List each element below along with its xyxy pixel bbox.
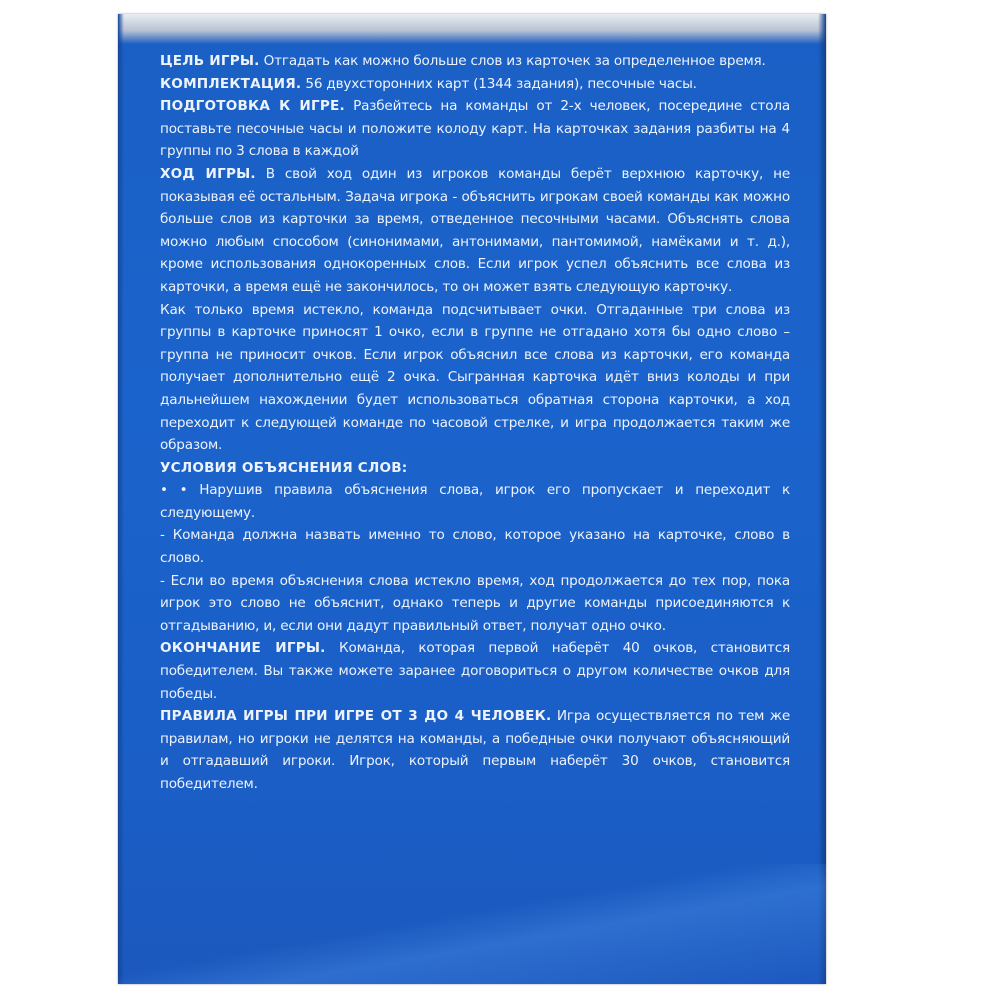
rules-text bbox=[160, 50, 790, 796]
box-right-edge bbox=[818, 14, 826, 984]
gameplay-text: В свой ход один из игроков команды берёт верхнюю карточку, не показывая её остальным. Задача игрока - объяснить игрокам своей команды как можно больше слов из карточки за время, отведенное песочными часами. Объяснять слова можно любым способом (синонимами, антонимами, пантомимой, намёками и т. д.), кроме использования однокоренных слов. Если игрок успел объяснить все слова из карточки, а время ещё не закончилось, то он может взять следующую карточку. bbox=[160, 165, 790, 295]
goal-heading: ЦЕЛЬ ИГРЫ. bbox=[160, 53, 260, 69]
goal-text: Отгадать как можно больше слов из карточек за определенное время. bbox=[259, 53, 766, 69]
gameplay-heading: ХОД ИГРЫ. bbox=[160, 165, 256, 182]
small-group-section bbox=[160, 705, 790, 795]
small-group-text: Игра осуществляется по тем же правилам, но игроки не делятся на команды, а победные очки получают объясняющий и отгадавший игроки. Игрок, который первым наберёт 30 очков, становится победителем. bbox=[160, 708, 791, 792]
ending-heading: ОКОНЧАНИЕ ИГРЫ. bbox=[160, 640, 326, 657]
preparation-text: Разбейтесь на команды от 2-х человек, посередине стола поставьте песочные часы и положите колоду карт. На карточках задания разбиты на 4 группы по 3 слова в каждой bbox=[160, 98, 790, 160]
contents-heading: КОМПЛЕКТАЦИЯ. bbox=[160, 75, 302, 92]
preparation-section bbox=[160, 95, 790, 163]
conditions-section bbox=[160, 457, 790, 480]
goal-section bbox=[160, 50, 790, 73]
condition-item-1: • • Нарушив правила объяснения слова, игрок его пропускает и переходит к следующему. bbox=[160, 482, 790, 521]
condition-item-3: - Если во время объяснения слова истекло время, ход продолжается до тех пор, пока игрок это слово не объяснит, однако теперь и другие команды присоединяются к отгадыванию, и, если они дадут правильный ответ, получат одно очко. bbox=[160, 572, 790, 634]
contents-section bbox=[160, 73, 790, 96]
ending-text: Команда, которая первой наберёт 40 очков, становится победителем. Вы также можете заранее договориться о другом количестве очков для победы. bbox=[160, 640, 790, 702]
box-left-edge bbox=[118, 14, 124, 984]
box-bottom-highlight bbox=[118, 864, 826, 984]
condition-item-2: - Команда должна назвать именно то слово, которое указано на карточке, слово в слово. bbox=[160, 527, 790, 567]
ending-section bbox=[160, 637, 790, 705]
scoring-paragraph: Как только время истекло, команда подсчитывает очки. Отгаданные три слова из группы в карточке приносят 1 очко, если в группе не отгадано хотя бы одно слово – группа не приносит очков. Если игрок объяснил все слова из карточки, его команда получает дополнительно ещё 2 очка. Сыгранная карточка идёт вниз колоды и при дальнейшем нахождении будет использоваться обратная сторона карточки, а ход переходит к следующей команде по часовой стрелке, и игра продолжается таким же образом. bbox=[160, 301, 790, 454]
contents-text: 56 двухсторонних карт (1344 задания), песочные часы. bbox=[301, 75, 697, 92]
preparation-heading: ПОДГОТОВКА К ИГРЕ. bbox=[160, 98, 345, 115]
gameplay-section bbox=[160, 163, 790, 299]
small-group-heading: ПРАВИЛА ИГРЫ ПРИ ИГРЕ ОТ 3 ДО 4 ЧЕЛОВЕК. bbox=[160, 708, 552, 725]
conditions-heading: УСЛОВИЯ ОБЪЯСНЕНИЯ СЛОВ: bbox=[160, 459, 408, 476]
box-top-edge bbox=[118, 14, 826, 44]
